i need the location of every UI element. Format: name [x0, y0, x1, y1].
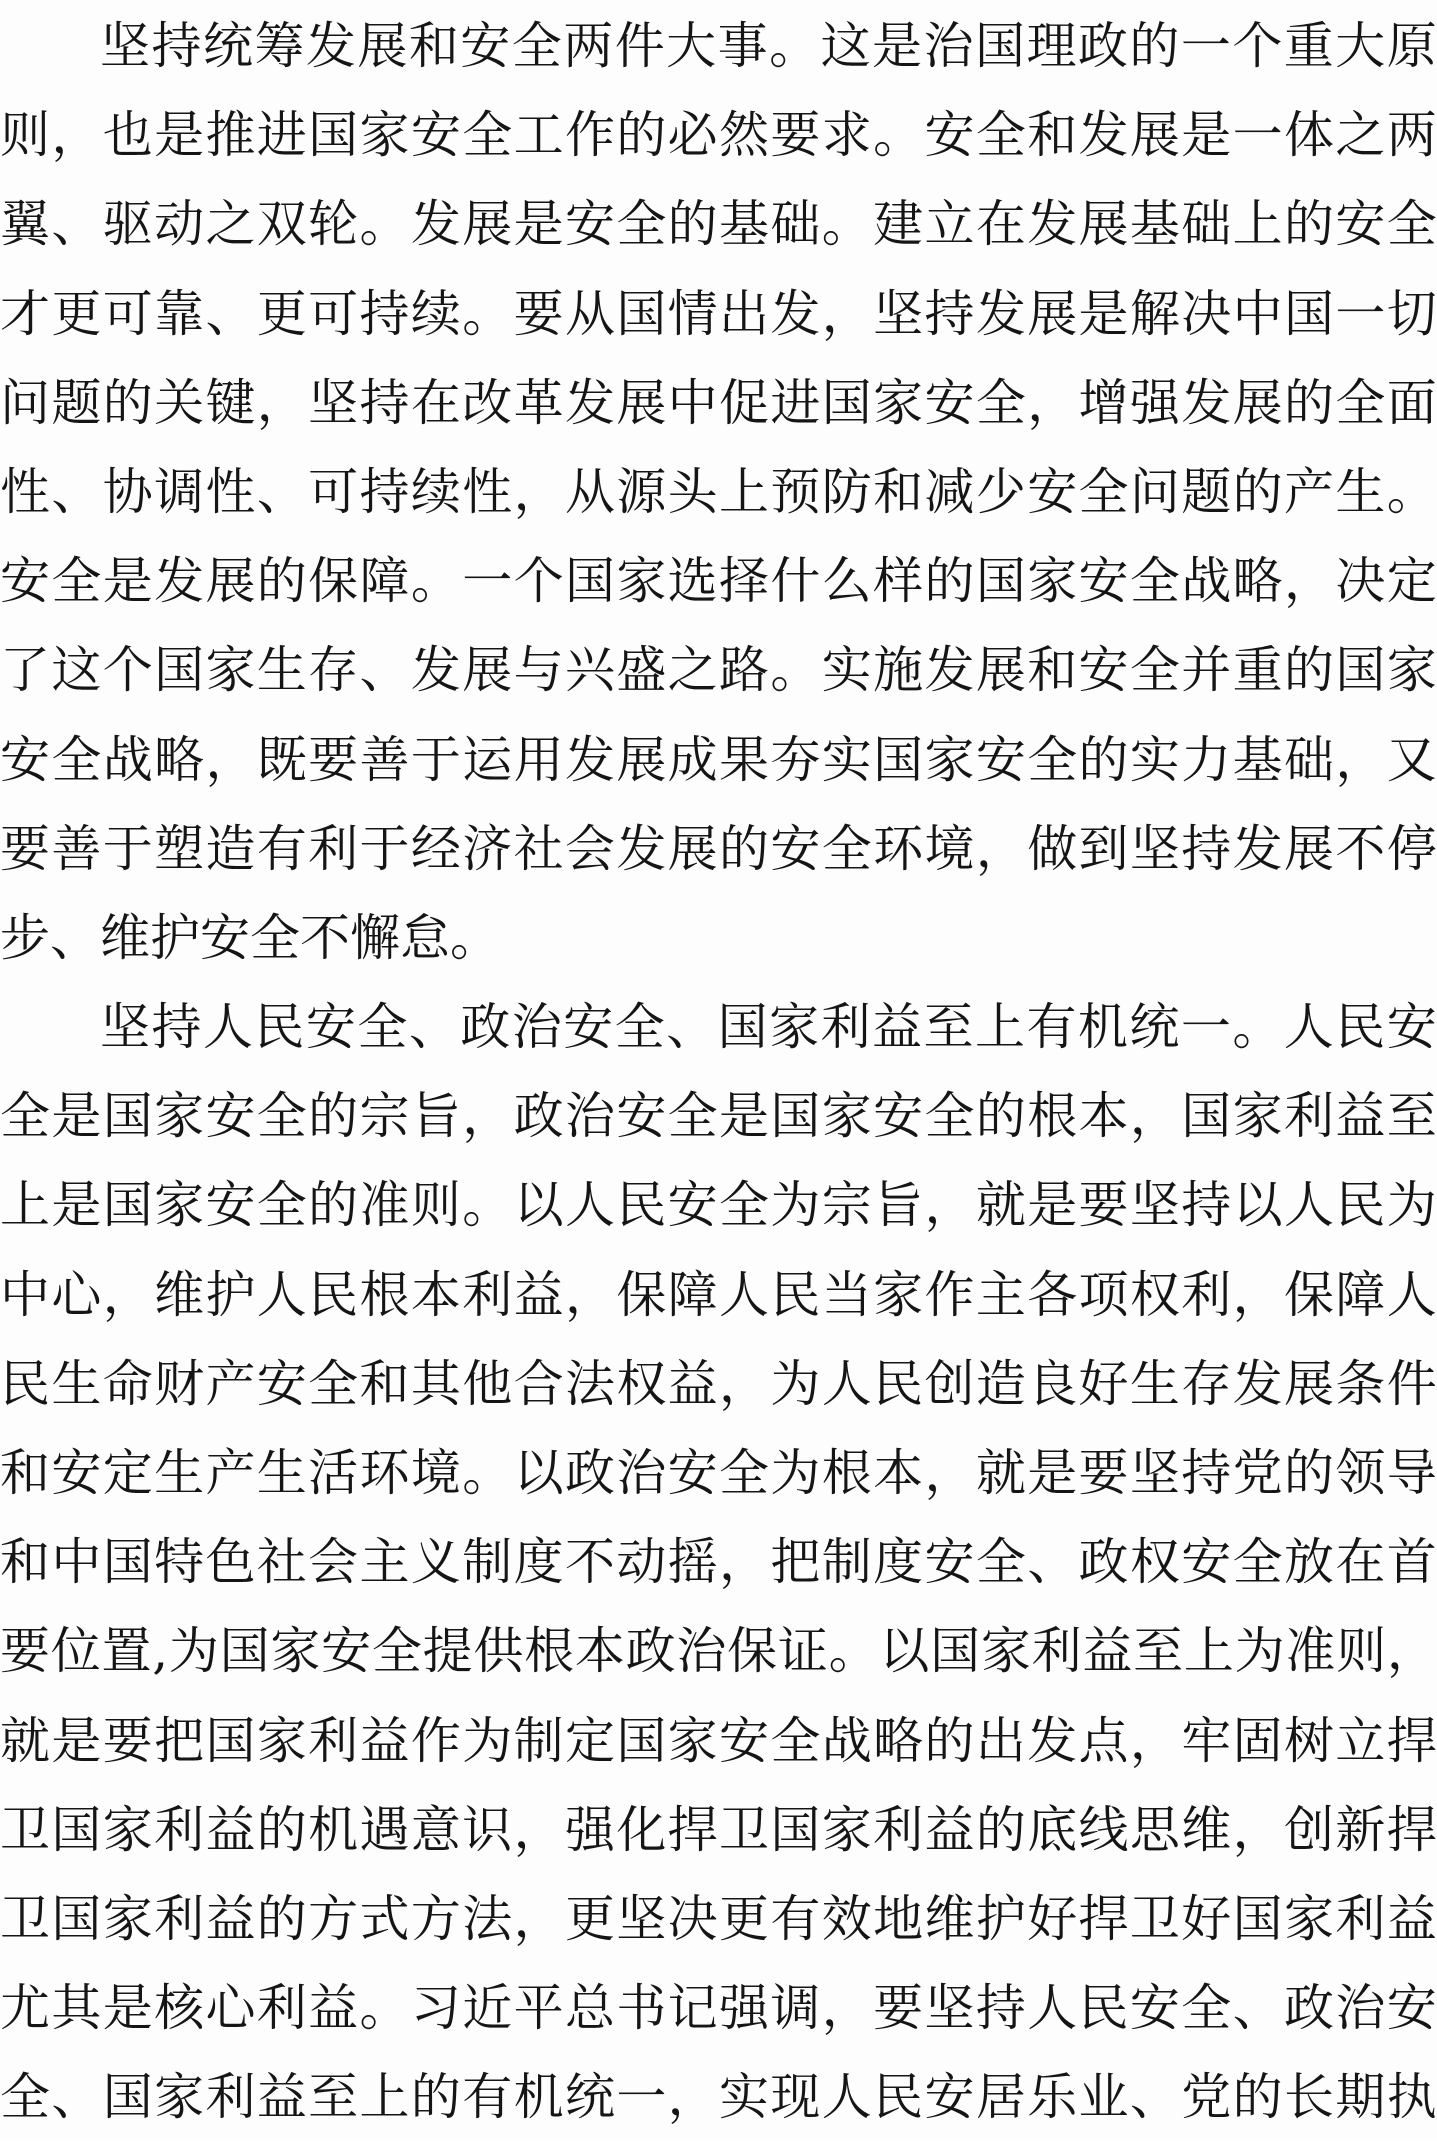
paragraph-1-line-2: 则 ， 也 是 推 进 国 家 安 全 工 作 的 必 然 要 求 。 安 全 和 发 展 是 一 体 之 两 [0, 106, 1437, 165]
paragraph-2-line-4: 中 心 ， 维 护 人 民 根 本 利 益 ， 保 障 人 民 当 家 作 主 各 项 权 利 ， 保 障 人 [0, 1265, 1437, 1324]
paragraph-2-line-3: 上 是 国 家 安 全 的 准 则 。 以 人 民 安 全 为 宗 旨 ， 就 是 要 坚 持 以 人 民 为 [0, 1176, 1437, 1235]
paragraph-1-line-10: 要 善 于 塑 造 有 利 于 经 济 社 会 发 展 的 安 全 环 境 ， 做 到 坚 持 发 展 不 停 [0, 819, 1437, 878]
paragraph-2-line-6: 和 安 定 生 产 生 活 环 境 。 以 政 治 安 全 为 根 本 ， 就 是 要 坚 持 党 的 领 导 [0, 1444, 1437, 1502]
paragraph-1-line-7: 安 全 是 发 展 的 保 障 。 一 个 国 家 选 择 什 么 样 的 国 家 安 全 战 略 ， 决 定 [0, 552, 1437, 611]
paragraph-1-line-5: 问 题 的 关 键 ， 坚 持 在 改 革 发 展 中 促 进 国 家 安 全 ， 增 强 发 展 的 全 面 [0, 373, 1437, 432]
paragraph-2-line-1: 坚 持 人 民 安 全 、 政 治 安 全 、 国 家 利 益 至 上 有 机 统 一 。 人 民 安 [100, 998, 1437, 1057]
paragraph-1-line-4: 才 更 可 靠 、 更 可 持 续 。 要 从 国 情 出 发 ， 坚 持 发 展 是 解 决 中 国 一 切 [0, 284, 1437, 343]
paragraph-2-line-11: 卫 国 家 利 益 的 方 式 方 法 ， 更 坚 决 更 有 效 地 维 护 好 捍 卫 好 国 家 利 益 [0, 1889, 1437, 1948]
paragraph-2-line-12: 尤 其 是 核 心 利 益 。 习 近 平 总 书 记 强 调 ， 要 坚 持 人 民 安 全 、 政 治 安 [0, 1979, 1437, 2038]
paragraph-1-line-6: 性 、 协 调 性 、 可 持 续 性 ， 从 源 头 上 预 防 和 减 少 安 全 问 题 的 产 生 。 [0, 462, 1437, 521]
paragraph-1-line-9: 安 全 战 略 ， 既 要 善 于 运 用 发 展 成 果 夯 实 国 家 安 全 的 实 力 基 础 ， 又 [0, 730, 1437, 789]
paragraph-1-line-3: 翼 、 驱 动 之 双 轮 。 发 展 是 安 全 的 基 础 。 建 立 在 发 展 基 础 上 的 安 全 [0, 195, 1437, 254]
paragraph-2-line-10: 卫 国 家 利 益 的 机 遇 意 识 ， 强 化 捍 卫 国 家 利 益 的 底 线 思 维 ， 创 新 捍 [0, 1800, 1437, 1859]
paragraph-1-line-8: 了 这 个 国 家 生 存 、 发 展 与 兴 盛 之 路 。 实 施 发 展 和 安 全 并 重 的 国 家 [0, 641, 1437, 700]
paragraph-2-line-7: 和 中 国 特 色 社 会 主 义 制 度 不 动 摇 ， 把 制 度 安 全 、 政 权 安 全 放 在 首 [0, 1533, 1437, 1592]
document-body [0, 2, 1437, 2143]
paragraph-2-line-5: 民 生 命 财 产 安 全 和 其 他 合 法 权 益 ， 为 人 民 创 造 良 好 生 存 发 展 条 件 [0, 1354, 1437, 1413]
paragraph-1-line-11: 步 、 维 护 安 全 不 懈 怠 。 [0, 908, 500, 967]
paragraph-2-line-13: 全 、 国 家 利 益 至 上 的 有 机 统 一 ， 实 现 人 民 安 居 乐 业 、 党 的 长 期 执 [0, 2068, 1437, 2127]
paragraph-1-line-1: 坚 持 统 筹 发 展 和 安 全 两 件 大 事 。 这 是 治 国 理 政 的 一 个 重 大 原 [100, 17, 1437, 75]
paragraph-2-line-8: 要 位 置 , 为 国 家 安 全 提 供 根 本 政 治 保 证 。 以 国 家 利 益 至 上 为 准 则 ， [0, 1622, 1437, 1681]
paragraph-2-line-2: 全 是 国 家 安 全 的 宗 旨 ， 政 治 安 全 是 国 家 安 全 的 根 本 ， 国 家 利 益 至 [0, 1087, 1437, 1146]
paragraph-2-line-9: 就 是 要 把 国 家 利 益 作 为 制 定 国 家 安 全 战 略 的 出 发 点 ， 牢 固 树 立 捍 [0, 1711, 1437, 1770]
